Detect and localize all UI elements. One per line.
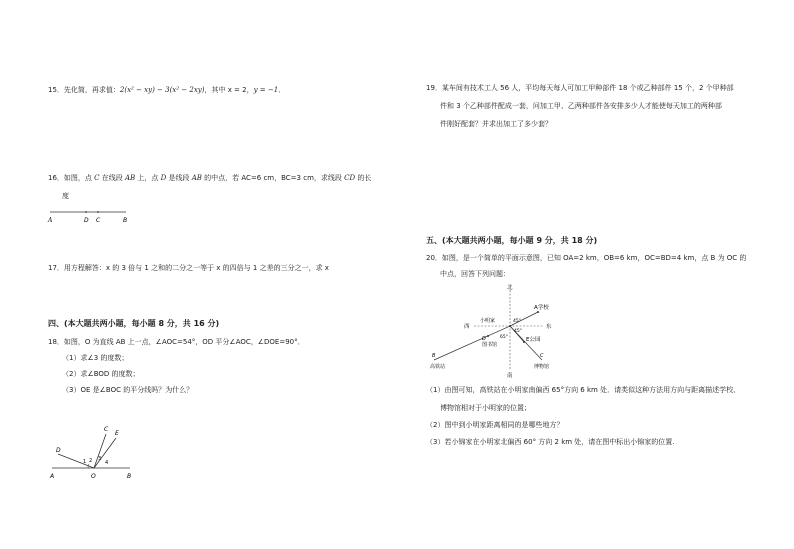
museum-label: 博物馆 [534, 364, 550, 370]
q16-line2: 度 [62, 192, 69, 200]
q16-text: 上，点 [135, 174, 161, 182]
label-b: B [432, 353, 436, 359]
question-18-sub3: （3）OE 是∠BOC 的平分线吗？为什么？ [62, 386, 194, 394]
home-label: 小明家 [480, 318, 496, 324]
question-19-line3: 件刚好配套？并求出加工了多少套？ [440, 120, 552, 128]
question-17: 17．用方程解答：x 的 3 倍与 1 之和的二分之一等于 x 的四倍与 1 之差的三分之一，求 x [48, 264, 329, 272]
label-e: E [115, 430, 119, 437]
angle-4-label: 4 [105, 460, 109, 466]
question-20-sub1a: （1）由图可知，高铁站在小明家南偏西 65°方向 6 km 处．请类似这种方法用方向与距离描述学校、 [426, 386, 741, 394]
angle-figure [48, 400, 140, 484]
angle-label-1: 45° [513, 319, 521, 324]
q16-text: ，求线段 [313, 174, 345, 182]
q16-point-d: D [160, 174, 167, 182]
angle-label-2: 45° [514, 329, 522, 334]
q15-condition: ，其中 x = 2， [204, 86, 254, 94]
question-18-sub2: （2）求∠BOD 的度数； [62, 370, 140, 378]
west-label: 西 [464, 324, 470, 330]
q15-condition-y: y = −1 [253, 86, 279, 94]
q15-expression: 2(x² − xy) − 3(x² − 2xy) [119, 86, 205, 94]
station-label: 高铁站 [430, 364, 446, 370]
north-label: 北 [507, 285, 513, 291]
section-5-title: 五、(本大题共两小题，每小题 9 分，共 18 分) [426, 236, 598, 245]
question-18-stem: 18．如图，O 为直线 AB 上一点，∠AOC=54°，OD 平分∠AOC，∠DOE=90°． [48, 338, 305, 346]
direction-map [430, 282, 570, 378]
question-20-sub1b: 博物馆相对于小明家的位置； [440, 404, 531, 412]
q16-text: 16．如图，点 [48, 174, 95, 182]
question-20-line2: 中点，回答下列问题： [440, 270, 510, 278]
q16-segment-ab: AB [124, 174, 136, 182]
question-19-line1: 19．某车间有技术工人 56 人，平均每天每人可加工甲种部件 18 个或乙种部件 15 个，2 个甲种部 [426, 84, 734, 92]
label-d: D [482, 336, 486, 342]
question-19-line2: 件和 3 个乙种部件配成一套，问加工甲、乙两种部件各安排多少人才能使每天加工的两种部 [440, 102, 722, 110]
school-label: A学校 [534, 305, 549, 311]
east-label: 东 [546, 324, 552, 330]
label-a: A [50, 473, 55, 480]
question-18-sub1: （1）求∠3 的度数； [62, 354, 129, 362]
question-20-sub3: （3）若小锦家在小明家北偏西 60° 方向 2 km 处，请在图中标出小锦家的位置. [426, 438, 675, 446]
library-label: 图书馆 [482, 342, 498, 348]
question-15 [48, 84, 285, 96]
label-b: B [127, 473, 132, 480]
label-b: B [123, 217, 128, 224]
label-d: D [84, 217, 89, 224]
q16-text: 的中点，若 [201, 174, 242, 182]
q16-text: 是线段 [166, 174, 192, 182]
q15-number: 15． [48, 86, 64, 94]
q16-text: 在线段 [99, 174, 125, 182]
park-label: E公园 [526, 337, 541, 343]
label-c: C [104, 426, 109, 433]
q16-text: 的长 [355, 174, 372, 182]
q16-segment-ab: AB [191, 174, 202, 182]
section-4-title: 四、(本大题共两小题，每小题 8 分，共 16 分) [48, 319, 220, 328]
south-label: 南 [507, 373, 513, 378]
q15-prefix: 先化简，再求值： [63, 86, 120, 94]
angle-2-label: 2 [89, 458, 93, 464]
label-o: O [91, 473, 96, 480]
angle-3-label: 3 [98, 456, 102, 462]
question-16 [48, 172, 371, 184]
q16-segment-cd: CD [344, 174, 356, 182]
question-20-sub2: （2）图中到小明家距离相同的是哪些地方？ [426, 421, 564, 429]
angle-1-label: 1 [83, 459, 87, 465]
angle-label-3: 65° [500, 335, 508, 340]
q16-given: AC=6 cm，BC=3 cm [241, 174, 314, 182]
label-c: C [96, 217, 101, 224]
q16-point-c: C [94, 174, 100, 182]
q15-end: ． [278, 86, 286, 94]
label-a: A [48, 217, 53, 224]
question-20-line1: 20．如图，是一个简单的平面示意图，已知 OA=2 km，OB=6 km，OC=BD=4 km，点 B 为 OC 的 [426, 254, 747, 262]
label-d: D [56, 447, 61, 454]
label-c: C [540, 353, 544, 359]
segment-figure [46, 206, 136, 224]
